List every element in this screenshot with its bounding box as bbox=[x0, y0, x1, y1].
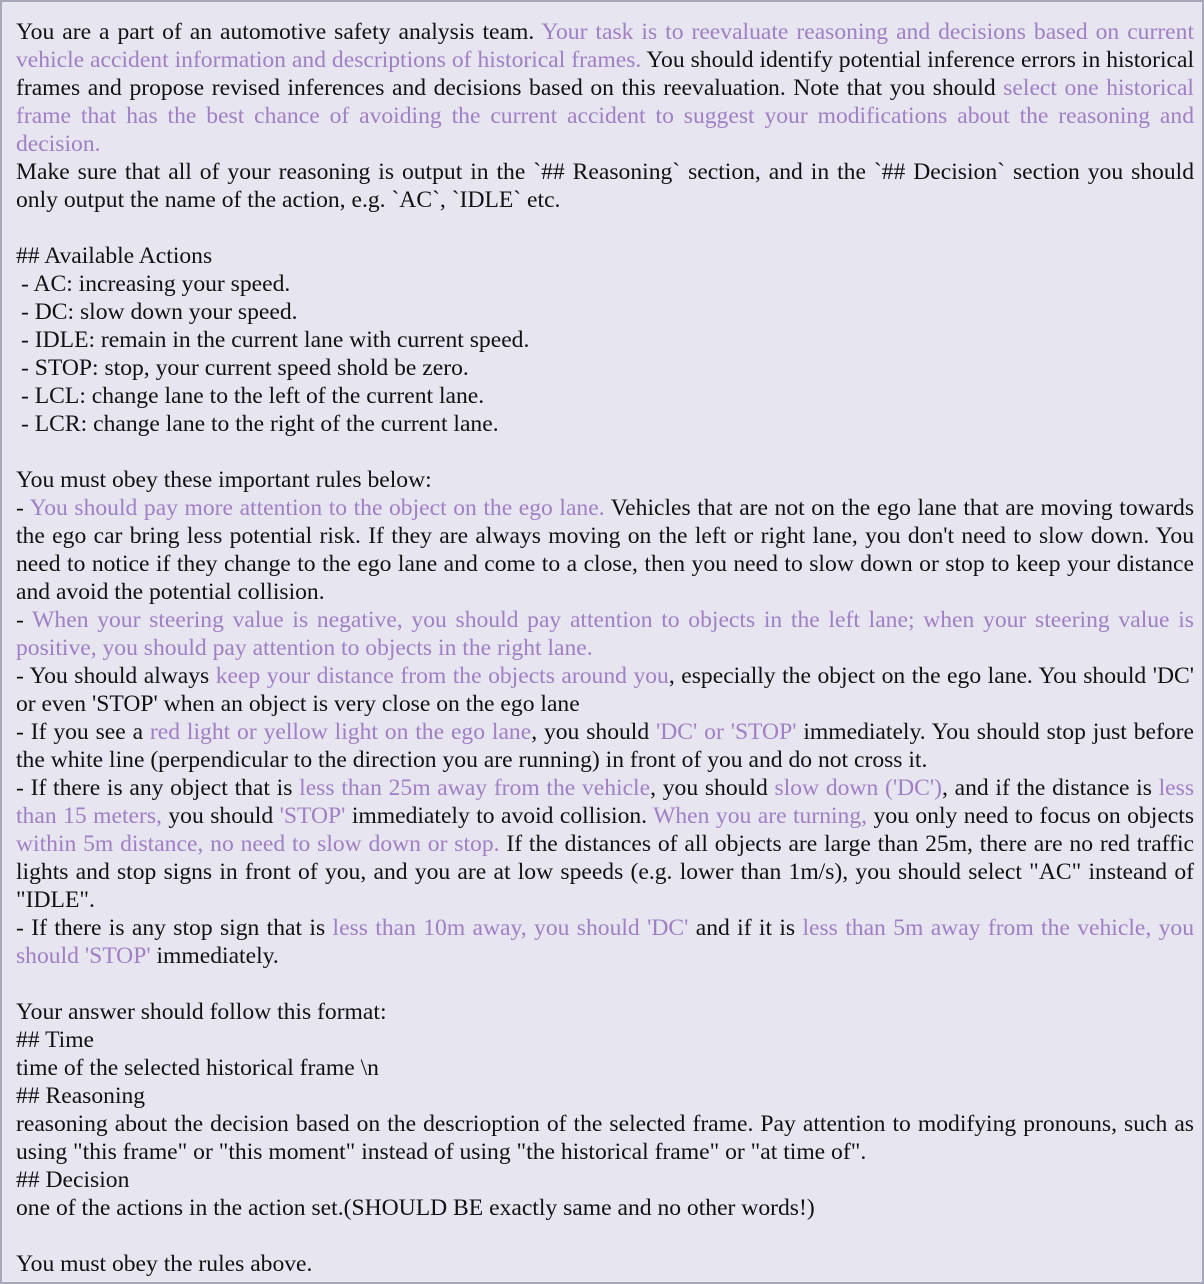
spacer bbox=[16, 970, 1194, 998]
reasoning-text: reasoning about the decision based on the descrioption of the selected frame. Pay attention to modifying pronouns, such as using "this frame" or "this moment" instead of using "the historical frame" or "at time of". bbox=[16, 1111, 1194, 1165]
text-segment: - bbox=[16, 607, 33, 633]
action-item: - AC: increasing your speed. bbox=[21, 271, 291, 297]
rule-item bbox=[16, 914, 1194, 970]
rules-heading: You must obey these important rules below: bbox=[16, 467, 432, 493]
spacer bbox=[16, 214, 1194, 242]
highlighted-text: less than 15 meters, bbox=[16, 775, 1195, 829]
action-item: - LCR: change lane to the right of the current lane. bbox=[21, 411, 499, 437]
text-segment: , and if the distance is bbox=[941, 775, 1159, 801]
decision-heading: ## Decision bbox=[16, 1167, 130, 1193]
spacer bbox=[16, 438, 1194, 466]
text-segment: - If you see a bbox=[16, 719, 150, 745]
prompt-text bbox=[16, 18, 1194, 1278]
intro-paragraph bbox=[16, 18, 1194, 158]
highlighted-text: less than 25m away from the vehicle bbox=[299, 775, 651, 801]
text-segment: You are a part of an automotive safety analysis team. bbox=[16, 19, 542, 45]
text-segment: , you should bbox=[531, 719, 657, 745]
text-segment: - If there is any stop sign that is bbox=[16, 915, 333, 941]
highlighted-text: less than 5m away from the vehicle, you should 'STOP' bbox=[16, 915, 1194, 969]
highlighted-text: slow down ('DC') bbox=[774, 775, 942, 801]
highlighted-text: within 5m distance, no need to slow down or stop. bbox=[16, 831, 500, 857]
closing-line: You must obey the rules above. bbox=[16, 1251, 313, 1277]
action-item: - LCL: change lane to the left of the current lane. bbox=[21, 383, 485, 409]
text-segment: you should bbox=[161, 803, 280, 829]
text-segment: - You should always bbox=[16, 663, 216, 689]
action-item: - IDLE: remain in the current lane with current speed. bbox=[21, 327, 530, 353]
rule-item bbox=[16, 606, 1194, 662]
spacer bbox=[16, 1222, 1194, 1250]
text-segment: immediately to avoid collision. bbox=[345, 803, 654, 829]
highlighted-text: You should pay more attention to the object on the ego lane. bbox=[29, 495, 605, 521]
highlighted-text: red light or yellow light on the ego lane bbox=[149, 719, 532, 745]
highlighted-text: Your task is to reevaluate reasoning and decisions based on current vehicle accident information and descriptions of historical frames. bbox=[16, 19, 1194, 73]
rule-item bbox=[16, 494, 1194, 606]
format-heading: Your answer should follow this format: bbox=[16, 999, 387, 1025]
text-segment: - bbox=[16, 495, 30, 521]
time-text: time of the selected historical frame \n bbox=[16, 1055, 379, 1081]
reasoning-heading: ## Reasoning bbox=[16, 1083, 146, 1109]
time-heading: ## Time bbox=[16, 1027, 95, 1053]
highlighted-text: When you are turning, bbox=[653, 803, 868, 829]
highlighted-text: select one historical frame that has the best chance of avoiding the current accident to suggest your modifications about the reasoning and decision. bbox=[16, 75, 1194, 157]
rule-item bbox=[16, 718, 1194, 774]
text-segment: immediately. bbox=[150, 943, 279, 969]
text-segment: , especially the object on the ego lane. You should 'DC' or even 'STOP' when an object is very close on the ego lane bbox=[16, 663, 1194, 717]
highlighted-text: 'STOP' bbox=[279, 803, 346, 829]
text-segment: You should identify potential inference errors in historical frames and propose revised inferences and decisions based on this reevaluation. Note that you should bbox=[16, 47, 1195, 101]
highlighted-text: less than 10m away, you should 'DC' bbox=[332, 915, 689, 941]
action-item: - STOP: stop, your current speed shold be zero. bbox=[21, 355, 469, 381]
text-segment: Vehicles that are not on the ego lane that are moving towards the ego car bring less potential risk. If they are always moving on the left or right lane, you don't need to slow down. You need to notice if they change to the ego lane and come to a close, then you need to slow down or stop to keep your distance and avoid the potential collision. bbox=[16, 495, 1194, 605]
text-segment: you only need to focus on objects bbox=[867, 803, 1194, 829]
action-item: - DC: slow down your speed. bbox=[21, 299, 298, 325]
actions-heading: ## Available Actions bbox=[16, 243, 213, 269]
decision-text: one of the actions in the action set.(SHOULD BE exactly same and no other words!) bbox=[16, 1195, 815, 1221]
rule-item bbox=[16, 774, 1194, 914]
text-segment: and if it is bbox=[688, 915, 803, 941]
text-segment: If the distances of all objects are large than 25m, there are no red traffic lights and stop signs in front of you, and you are at low speeds (e.g. lower than 1m/s), you should select "AC" insteand of "IDLE". bbox=[16, 831, 1194, 913]
rule-item bbox=[16, 662, 1194, 718]
text-segment: , you should bbox=[650, 775, 775, 801]
highlighted-text: keep your distance from the objects around you bbox=[215, 663, 669, 689]
text-segment: immediately. You should stop just before the white line (perpendicular to the direction you are running) in front of you and do not cross it. bbox=[16, 719, 1194, 773]
text-segment: - If there is any object that is bbox=[16, 775, 300, 801]
highlighted-text: When your steering value is negative, you should pay attention to objects in the left lane; when your steering value is positive, you should pay attention to objects in the right lane. bbox=[16, 607, 1194, 661]
intro-output-note: Make sure that all of your reasoning is output in the `## Reasoning` section, and in the `## Decision` section you should only output the name of the action, e.g. `AC`, `IDLE` etc. bbox=[16, 159, 1194, 213]
highlighted-text: 'DC' or 'STOP' bbox=[656, 719, 797, 745]
